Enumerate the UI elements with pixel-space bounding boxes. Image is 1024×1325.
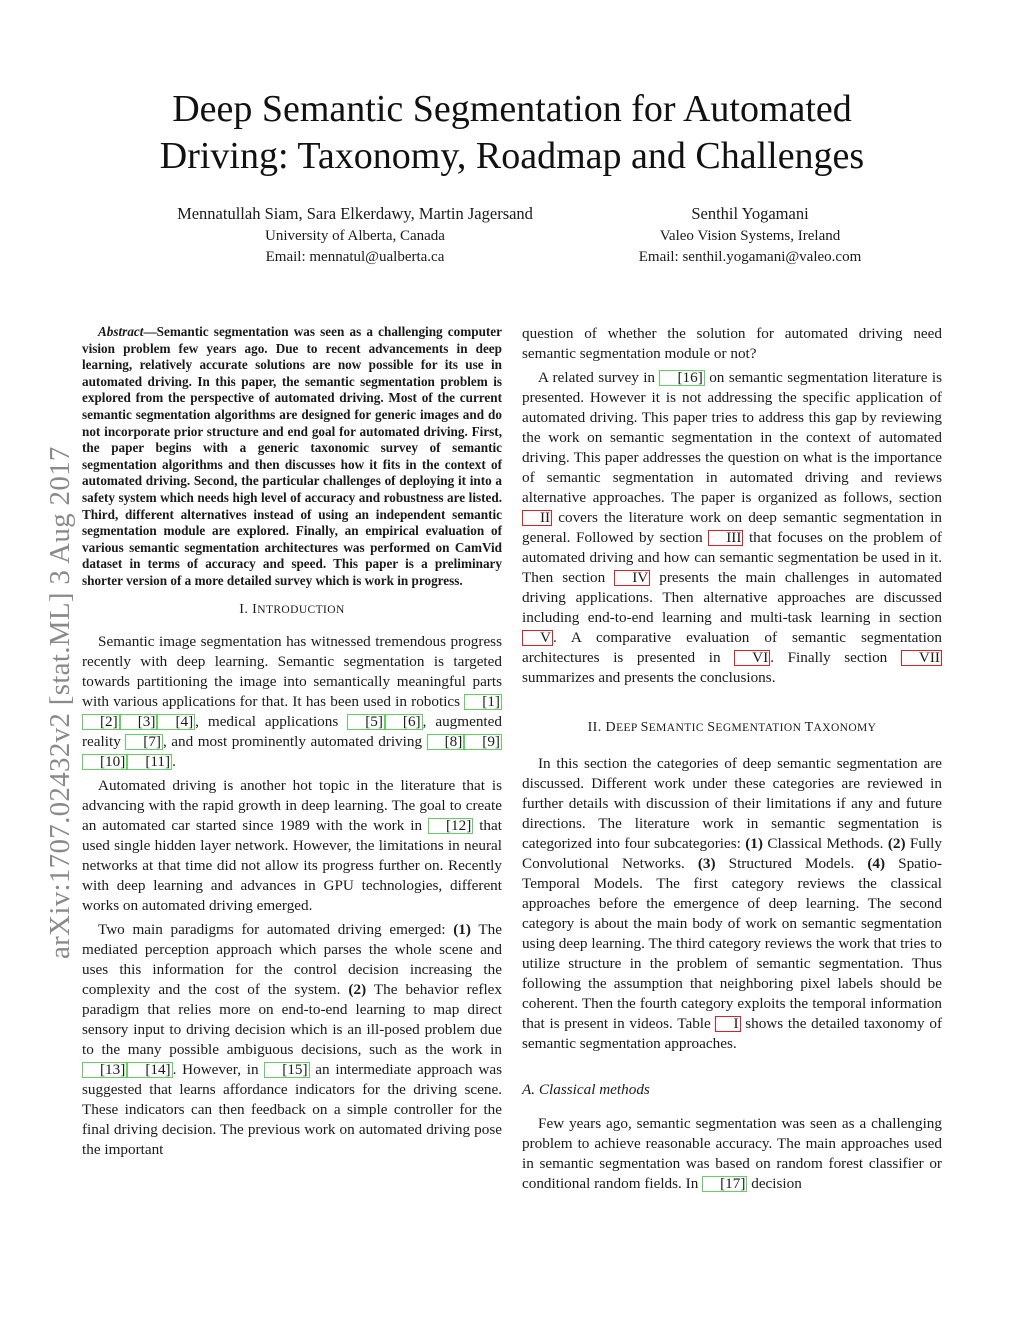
author-block-2 — [600, 203, 900, 268]
citation-link[interactable]: [2] — [82, 714, 120, 730]
section-link[interactable]: V — [522, 630, 553, 646]
citation-link[interactable]: [7] — [125, 734, 163, 750]
section-heading-taxonomy: II. DEEP SEMANTIC SEGMENTATION TAXONOMY — [587, 720, 877, 735]
right-paragraph-0: question of whether the solution for automated driving need semantic segmentation module or not? — [522, 325, 942, 362]
heading-initial: I — [252, 601, 258, 617]
author-names: Mennatullah Siam, Sara Elkerdawy, Martin Jagersand — [177, 204, 533, 223]
citation-link[interactable]: [5] — [347, 714, 385, 730]
subsection-heading-classical: A. Classical methods — [522, 1081, 650, 1098]
abstract-label: Abstract — [98, 324, 144, 339]
paper-title — [100, 86, 924, 180]
author-affiliation: Valeo Vision Systems, Ireland — [659, 228, 841, 244]
right-column — [522, 324, 942, 1198]
author-affiliation: University of Alberta, Canada — [265, 228, 445, 244]
author-email: Email: senthil.yogamani@valeo.com — [638, 249, 862, 265]
right-paragraph-1: A related survey in [16] on semantic segmentation literature is presented. However it is not addressing the specific application of automated driving. This paper tries to address this gap by reviewing the work on semantic segmentation in the context of automated driving. This paper addresses the question on what is the importance of semantic segmentation in automated driving and reviews alternative approaches. The paper is organized as follows, section II covers the literature work on deep semantic segmentation in general. Followed by section III that focuses on the problem of automated driving and how can semantic segmentation be used in it. Then section IV presents the main challenges in automated driving applications. Then alternative approaches are discussed including end-to-end learning and multi-task learning in section V . A comparative evaluation of semantic segmentation architectures is presented in VI . Finally section VII summarizes and presents the conclusions. — [522, 369, 943, 686]
intro-paragraph-3: Two main paradigms for automated driving emerged: (1) The mediated perception approach which parses the whole scene and uses this information for the control decision increasing the complexity and the cost of the system. (2) The behavior reflex paradigm that relies more on end-to-end learning to map direct sensory input to driving decision which is an ill-posed problem due to the many possible ambiguous decisions, such as the work in [13] [14] . However, in [15] an intermediate approach was suggested that learns affordance indicators for the driving scene. These indicators can then feedback on a simple controller for the final driving decision. The previous work on automated driving pose the important — [82, 920, 502, 1158]
citation-link[interactable]: [15] — [264, 1062, 309, 1078]
section-link[interactable]: VII — [901, 650, 942, 666]
citation-link[interactable]: [12] — [428, 818, 473, 834]
section-number: II. — [587, 720, 606, 735]
intro-paragraph-2: Automated driving is another hot topic in the literature that is advancing with the rapid growth in deep learning. The goal to create an automated car started since 1989 with the work in [12] that used single hidden layer network. However, the limitations in neural networks at that time did not allow its progress further on. Recently with deep learning and advances in GPU technologies, different works on automated driving emerged. — [82, 776, 502, 914]
citation-link[interactable]: [6] — [385, 714, 423, 730]
section-number: I. — [239, 601, 253, 617]
citation-link[interactable]: [16] — [659, 370, 704, 386]
section-heading-introduction — [82, 600, 502, 620]
citation-link[interactable]: [10] — [82, 754, 127, 770]
author-email: Email: mennatul@ualberta.ca — [265, 249, 445, 265]
section-link[interactable]: III — [708, 530, 743, 546]
author-block-1 — [130, 203, 580, 268]
intro-paragraph-1: Semantic image segmentation has witnessed tremendous progress recently with deep learning. Semantic segmentation is targeted towards partitioning the image into semantically meaningful parts with various applications for that. It has been used in robotics [1][2] [3] [4] , medical applications [5] [6] , augmented reality [7] , and most prominently automated driving [8] [9][10] [11] . — [82, 632, 502, 770]
abstract-text: —Semantic segmentation was seen as a challenging computer vision problem few years ago. Due to recent advancements in deep learning, relatively accurate solutions are now possible for its use in automated driving. In this paper, the semantic segmentation problem is explored from the perspective of automated driving. Most of the current semantic segmentation algorithms are designed for generic images and do not incorporate prior structure and end goal for automated driving. First, the paper begins with a generic taxonomic survey of semantic segmentation algorithms and then discusses how it fits in the context of automated driving. Second, the particular challenges of deploying it into a safety system which needs high level of accuracy and robustness are listed. Third, different alternatives instead of using an independent semantic segmentation module are explored. Finally, an empirical evaluation of various semantic segmentation architectures was performed on CamVid dataset in terms of accuracy and speed. This paper is a preliminary shorter version of a more detailed survey which is work in progress. — [82, 324, 502, 588]
section-link[interactable]: IV — [614, 570, 650, 586]
section-link[interactable]: VI — [734, 650, 770, 666]
title-line-1: Deep Semantic Segmentation for Automated — [172, 88, 852, 130]
citation-link[interactable]: [11] — [127, 754, 172, 770]
author-names: Senthil Yogamani — [691, 204, 809, 223]
arxiv-side-label: arXiv:1707.02432v2 [stat.ML] 3 Aug 2017 — [44, 446, 76, 959]
citation-link[interactable]: [13] — [82, 1062, 127, 1078]
left-column — [82, 324, 502, 1164]
citation-link[interactable]: [17] — [702, 1176, 747, 1192]
taxonomy-paragraph: In this section the categories of deep semantic segmentation are discussed. Different work under these categories are reviewed in further details with discussion of their limitations if any and future directions. The literature work in semantic segmentation is categorized into four subcategories: (1) Classical Methods. (2) Fully Convolutional Networks. (3) Structured Models. (4) Spatio-Temporal Models. The first category reviews the classical approaches before the emergence of deep learning. The second category is about the main body of work on semantic segmentation using deep learning. The third category reviews the work that tries to utilize structure in the problem of semantic segmentation. Thus following the assumption that neighboring pixel labels should be coherent. Then the fourth category exploits the temporal information that is present in videos. Table I shows the detailed taxonomy of semantic segmentation approaches. — [522, 755, 942, 1052]
citation-link[interactable]: [8] — [427, 734, 465, 750]
citation-link[interactable]: [14] — [127, 1062, 172, 1078]
heading-smallcaps: NTRODUCTION — [257, 603, 345, 616]
citation-link[interactable]: [3] — [120, 714, 158, 730]
title-line-2: Driving: Taxonomy, Roadmap and Challenges — [159, 135, 865, 177]
section-link[interactable]: II — [522, 510, 552, 526]
citation-link[interactable]: [1] — [464, 694, 502, 710]
classical-paragraph: Few years ago, semantic segmentation was seen as a challenging problem to achieve reasonable accuracy. The main approaches used in semantic segmentation was based on random forest classifier or conditional random fields. In [17] decision — [522, 1115, 942, 1192]
citation-link[interactable]: [9] — [464, 734, 502, 750]
abstract — [82, 324, 502, 590]
table-link[interactable]: I — [715, 1016, 740, 1032]
citation-link[interactable]: [4] — [157, 714, 195, 730]
